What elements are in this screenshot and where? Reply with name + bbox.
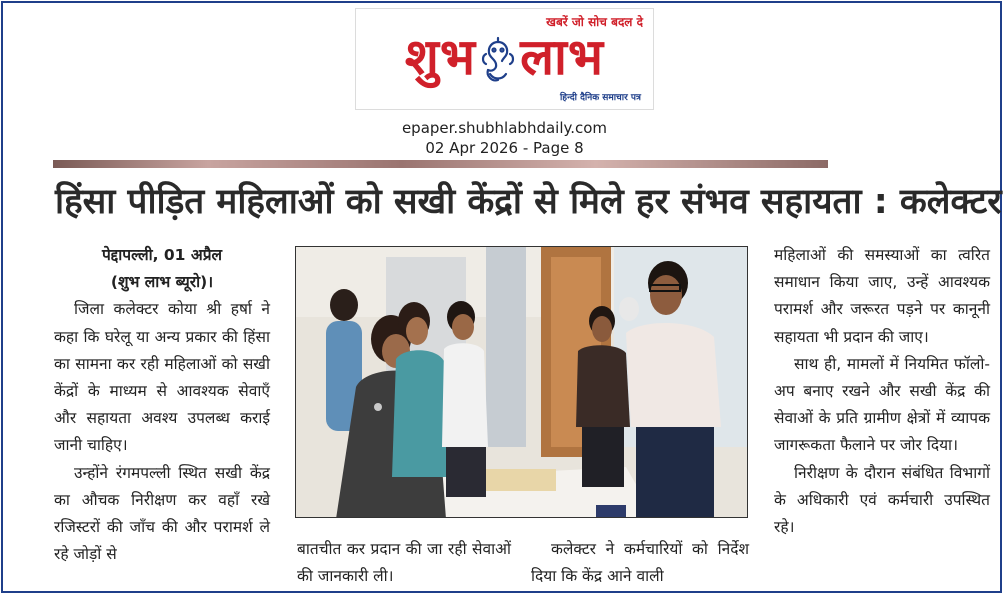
- article-column-1: [54, 242, 270, 568]
- dateline-place-date: पेद्दापल्ली, 01 अप्रैल: [101, 246, 223, 264]
- photo-illustration: [296, 247, 748, 518]
- article-paragraph: बातचीत कर प्रदान की जा रही सेवाओं की जानकारी ली।: [297, 540, 511, 586]
- masthead-subline: हिन्दी दैनिक समाचार पत्र: [559, 93, 641, 103]
- article-paragraph: साथ ही, मामलों में नियमित फॉलो-अप बनाए रखने और सखी केंद्र की सेवाओं के प्रति ग्रामीण क्षेत्रों में व्यापक जागरूकता फैलाने पर जोर दिया।: [774, 354, 990, 455]
- article-column-3: [531, 536, 749, 590]
- article-paragraph: कलेक्टर ने कर्मचारियों को निर्देश दिया कि केंद्र आने वाली: [531, 540, 749, 586]
- article-paragraph: उन्होंने रंगमपल्ली स्थित सखी केंद्र का औचक निरीक्षण कर वहाँ रखे रजिस्टरों की जाँच की और परामर्श ले रहे जोड़ों से: [54, 463, 270, 564]
- article-column-2: [297, 536, 511, 590]
- dateline-bureau: (शुभ लाभ ब्यूरो)।: [110, 273, 214, 292]
- brand-left: शुभ: [404, 28, 477, 86]
- article-paragraph: निरीक्षण के दौरान संबंधित विभागों के अधिकारी एवं कर्मचारी उपस्थित रहे।: [774, 463, 990, 537]
- masthead-tagline: खबरें जो सोच बदल दे: [546, 15, 643, 29]
- brand-logo: [356, 27, 653, 87]
- ganesh-emblem-icon: [478, 36, 518, 86]
- photo-strip-divider: [53, 160, 828, 168]
- article-photo: [295, 246, 748, 518]
- article-column-4: [774, 242, 990, 541]
- article-paragraph: महिलाओं की समस्याओं का त्वरित समाधान किया जाए, उन्हें आवश्यक परामर्श और जरूरत पड़ने पर कानूनी सहायता भी प्रदान की जाए।: [774, 246, 990, 346]
- brand-right: लाभ: [520, 28, 605, 86]
- edition-date-page: 02 Apr 2026 - Page 8: [425, 139, 584, 157]
- masthead: [355, 8, 654, 110]
- article-headline: हिंसा पीड़ित महिलाओं को सखी केंद्रों से मिले हर संभव सहायता : कलेक्टर: [55, 182, 1002, 222]
- edition-url[interactable]: epaper.shubhlabhdaily.com: [401, 119, 608, 137]
- article-paragraph: जिला कलेक्टर कोया श्री हर्षा ने कहा कि घरेलू या अन्य प्रकार की हिंसा का सामना कर रही महिलाओं को सखी केंद्रों के माध्यम से आवश्यक सेवाएँ और सहायता अवश्य उपलब्ध कराई जानी चाहिए।: [54, 300, 270, 455]
